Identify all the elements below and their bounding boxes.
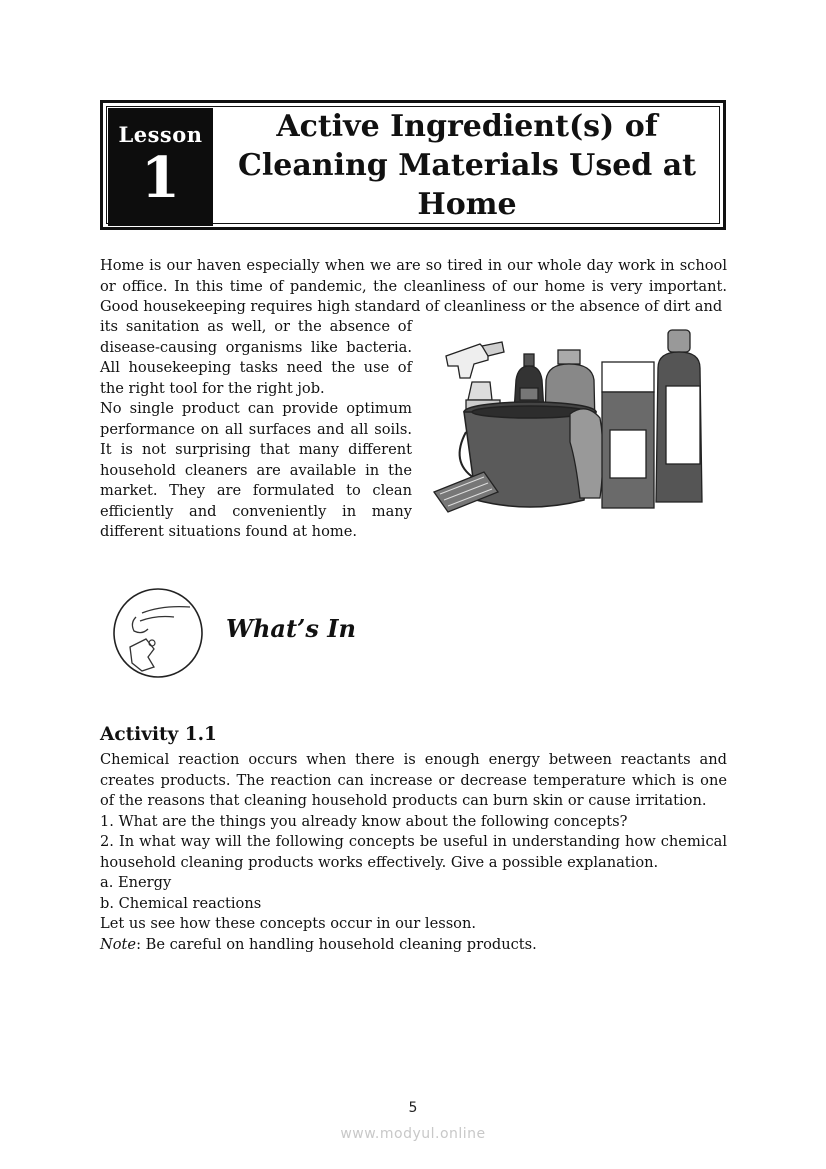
lesson-number: 1 <box>141 145 180 211</box>
lesson-badge <box>108 108 213 226</box>
activity-question-2: 2. In what way will the following concepts be useful in understanding how chemical household cleaning products works effectively. Give a possible explanation. <box>100 833 727 871</box>
page-number: 5 <box>408 1100 418 1116</box>
activity-item-b: b. Chemical reactions <box>100 894 262 912</box>
intro-left-column <box>100 317 412 543</box>
whats-in-heading: What’s In <box>226 614 356 643</box>
activity-item-a: a. Energy <box>100 874 172 891</box>
intro-top-text <box>100 256 727 318</box>
note-text: : Be careful on handling household cleaning products. <box>136 935 537 953</box>
container-bottle-icon <box>602 362 654 508</box>
activity-note <box>100 935 727 956</box>
activity-question-1: 1. What are the things you already know about the following concepts? <box>100 812 628 830</box>
activity-closing: Let us see how these concepts occur in our lesson. <box>100 915 477 932</box>
activity-body <box>100 750 727 955</box>
activity-heading: Activity 1.1 <box>100 724 217 745</box>
spray-bottle-icon <box>446 342 504 412</box>
note-label: Note <box>100 935 137 953</box>
cleaning-supplies-illustration <box>430 322 730 522</box>
lesson-title: Active Ingredient(s) of Cleaning Materials Used at Home <box>237 108 697 222</box>
intro-paragraph-top: Home is our haven especially when we are so tired in our whole day work in school or office. In this time of pandemic, the cleanliness of our home is very important. Good housekeeping requires high standard of cleanliness or the absence of dirt and <box>100 257 727 315</box>
watermark: www.modyul.online <box>340 1126 486 1142</box>
intro-paragraph-1: its sanitation as well, or the absence of disease-causing organisms like bacteria. All housekeeping tasks need the use of the right tool for the right job. <box>100 318 412 397</box>
lesson-label: Lesson <box>118 122 203 147</box>
bleach-bottle-icon <box>656 330 702 502</box>
puzzle-hand-icon <box>112 587 204 679</box>
lesson-header <box>100 100 726 230</box>
activity-paragraph: Chemical reaction occurs when there is enough energy between reactants and creates products. The reaction can increase or decrease temperature which is one of the reasons that cleaning household products can burn skin or cause irritation. <box>100 751 727 809</box>
intro-paragraph-2: No single product can provide optimum performance on all surfaces and all soils. It is not surprising that many different household cleaners are available in the market. They are formulated to clean efficiently and conveniently in many different situations found at home. <box>100 400 412 540</box>
scrub-brush-icon <box>434 472 498 512</box>
